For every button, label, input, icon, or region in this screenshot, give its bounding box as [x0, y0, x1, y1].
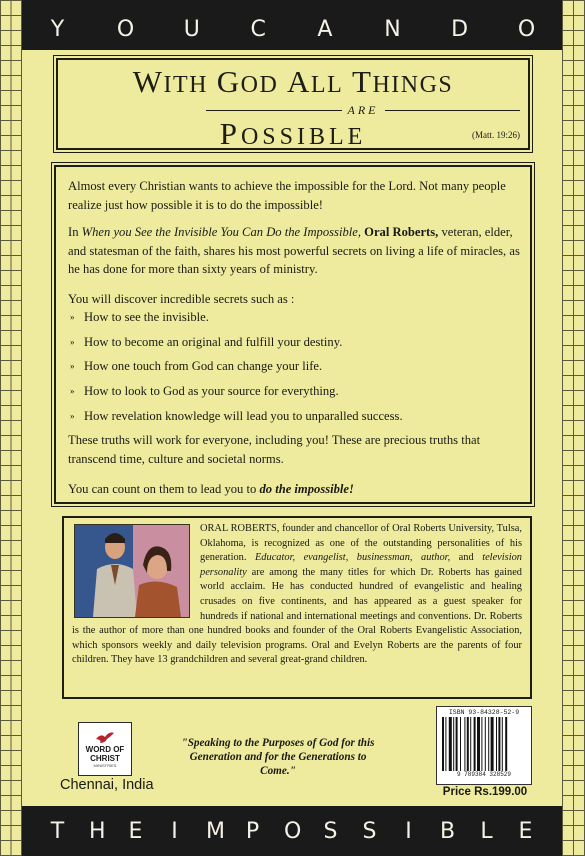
blurb-closing	[68, 480, 520, 499]
list-item	[68, 333, 520, 352]
dove-icon	[95, 731, 115, 745]
author-bio-box	[62, 516, 532, 699]
blurb-box	[54, 165, 532, 504]
bottom-band-letter: T	[50, 818, 66, 844]
bottom-band-letter: E	[518, 818, 534, 844]
publisher-city: Chennai, India	[60, 777, 154, 793]
bullet-icon: »	[70, 410, 75, 421]
top-band-letter: A	[317, 16, 334, 42]
bio-titles: Educator, evangelist, businessman, author,	[254, 552, 451, 564]
bio-titles-2: television personality	[200, 552, 523, 578]
list-item	[68, 357, 520, 376]
list-item	[68, 308, 520, 327]
top-band-letter: N	[384, 16, 402, 42]
top-band-letter: C	[250, 16, 267, 42]
title-rule-right	[385, 110, 521, 111]
bio-part-1: ORAL ROBERTS, founder and chancellor of Oral Roberts University, Tulsa, Oklahoma, is recognized as one of the outstanding personalities of his generation.	[200, 523, 522, 564]
bottom-band-letter: I	[171, 818, 179, 844]
barcode-digits: 9 789384 328529	[456, 771, 511, 778]
logo-text-1: WORD OF	[85, 744, 125, 754]
title-are: ARE	[347, 102, 379, 117]
bottom-band-letter: B	[440, 818, 457, 844]
top-band-letter: D	[451, 16, 470, 42]
publisher-logo	[78, 722, 132, 776]
bottom-band-letter: P	[245, 818, 261, 844]
secrets-list	[68, 308, 520, 425]
right-grid-border	[562, 0, 585, 856]
blurb-closing-em: do the impossible!	[259, 482, 354, 497]
secret-text: How to become an original and fulfill your destiny.	[84, 334, 343, 349]
bullet-icon: »	[70, 386, 75, 397]
list-item	[68, 382, 520, 401]
bio-part-3: are among the many titles for which Dr. Roberts has gained world acclaim. He has conducted hundred of evangelistic and healing crusades on five continents, and has appeared as a guest speaker for hundreds if national and international meetings and conventions. Dr. Roberts is the author of more than one hundred books and founder of the Oral Roberts Evangelistic Association, which sponsors weekly and daily television programs. Oral and Evelyn Roberts are the parents of four children. They have 13 grandchildren and several great-grand children.	[72, 566, 522, 666]
bottom-band-letter: S	[362, 818, 378, 844]
title-text-1: WITH GOD ALL THINGS	[132, 64, 454, 99]
title-rule-left	[206, 110, 342, 111]
logo-text-2: CHRIST	[90, 753, 120, 763]
bullet-icon: »	[70, 312, 75, 322]
scripture-reference: (Matt. 19:26)	[472, 130, 520, 140]
secrets-intro: You will discover incredible secrets such as :	[68, 291, 295, 306]
author-photo	[74, 524, 190, 618]
secret-text: How revelation knowledge will lead you to unparalled success.	[84, 408, 403, 423]
blurb-intro: Almost every Christian wants to achieve the impossible for the Lord. Not many people realize just how possible it is to do the impossible!	[68, 179, 506, 212]
isbn-text: ISBN 93-84328-52-9	[448, 709, 520, 716]
left-grid-border	[0, 0, 22, 856]
top-band-letter: O	[517, 16, 537, 42]
blurb-second	[68, 223, 520, 279]
bottom-band-letter: S	[323, 818, 339, 844]
secret-text: How to look to God as your source for everything.	[84, 384, 339, 399]
bottom-band-letter: L	[480, 818, 494, 844]
title-line-3	[58, 116, 528, 152]
bottom-band-letter: M	[206, 818, 226, 844]
secret-text: How to see the invisible.	[84, 310, 209, 324]
list-item	[68, 407, 520, 426]
secret-text: How one touch from God can change your life.	[84, 359, 323, 374]
blurb-second-post: veteran, elder, and statesman of the faith, shares his most powerful secrets on living a life of miracles, as he has done for more than sixty years of ministry.	[68, 225, 520, 276]
bottom-band-letter: E	[128, 818, 144, 844]
barcode-bars	[440, 717, 528, 771]
blurb-closing-pre: You can count on them to lead you to	[68, 482, 260, 497]
bio-part-2: and	[450, 552, 483, 564]
barcode	[436, 706, 532, 785]
title-text-3: POSSIBLE	[219, 116, 367, 151]
title-box	[56, 58, 530, 150]
bullet-icon: »	[70, 336, 75, 347]
blurb-truths: These truths will work for everyone, including you! These are precious truths that transcend time, culture and societal norms.	[68, 433, 481, 466]
top-band-letter: U	[183, 16, 201, 42]
publisher-tagline: "Speaking to the Purposes of God for this Generation and for the Generations to Come."	[181, 737, 375, 777]
bottom-band-letter: I	[405, 818, 413, 844]
title-line-1	[58, 64, 528, 100]
bottom-band-letter: O	[284, 818, 303, 844]
bottom-band-letter: H	[89, 818, 107, 844]
top-band-letter: Y	[50, 16, 66, 42]
author-name: Oral Roberts,	[361, 225, 439, 239]
bottom-title-band	[22, 806, 562, 856]
logo-subtext: MINISTRIES	[93, 762, 117, 768]
blurb-second-pre: In	[68, 225, 82, 239]
top-title-band	[22, 0, 562, 50]
book-title: When you See the Invisible You Can Do the Impossible,	[81, 225, 361, 239]
bullet-icon: »	[70, 361, 75, 372]
top-band-letter: O	[116, 16, 136, 42]
price-label: Price Rs.199.00	[442, 786, 528, 798]
